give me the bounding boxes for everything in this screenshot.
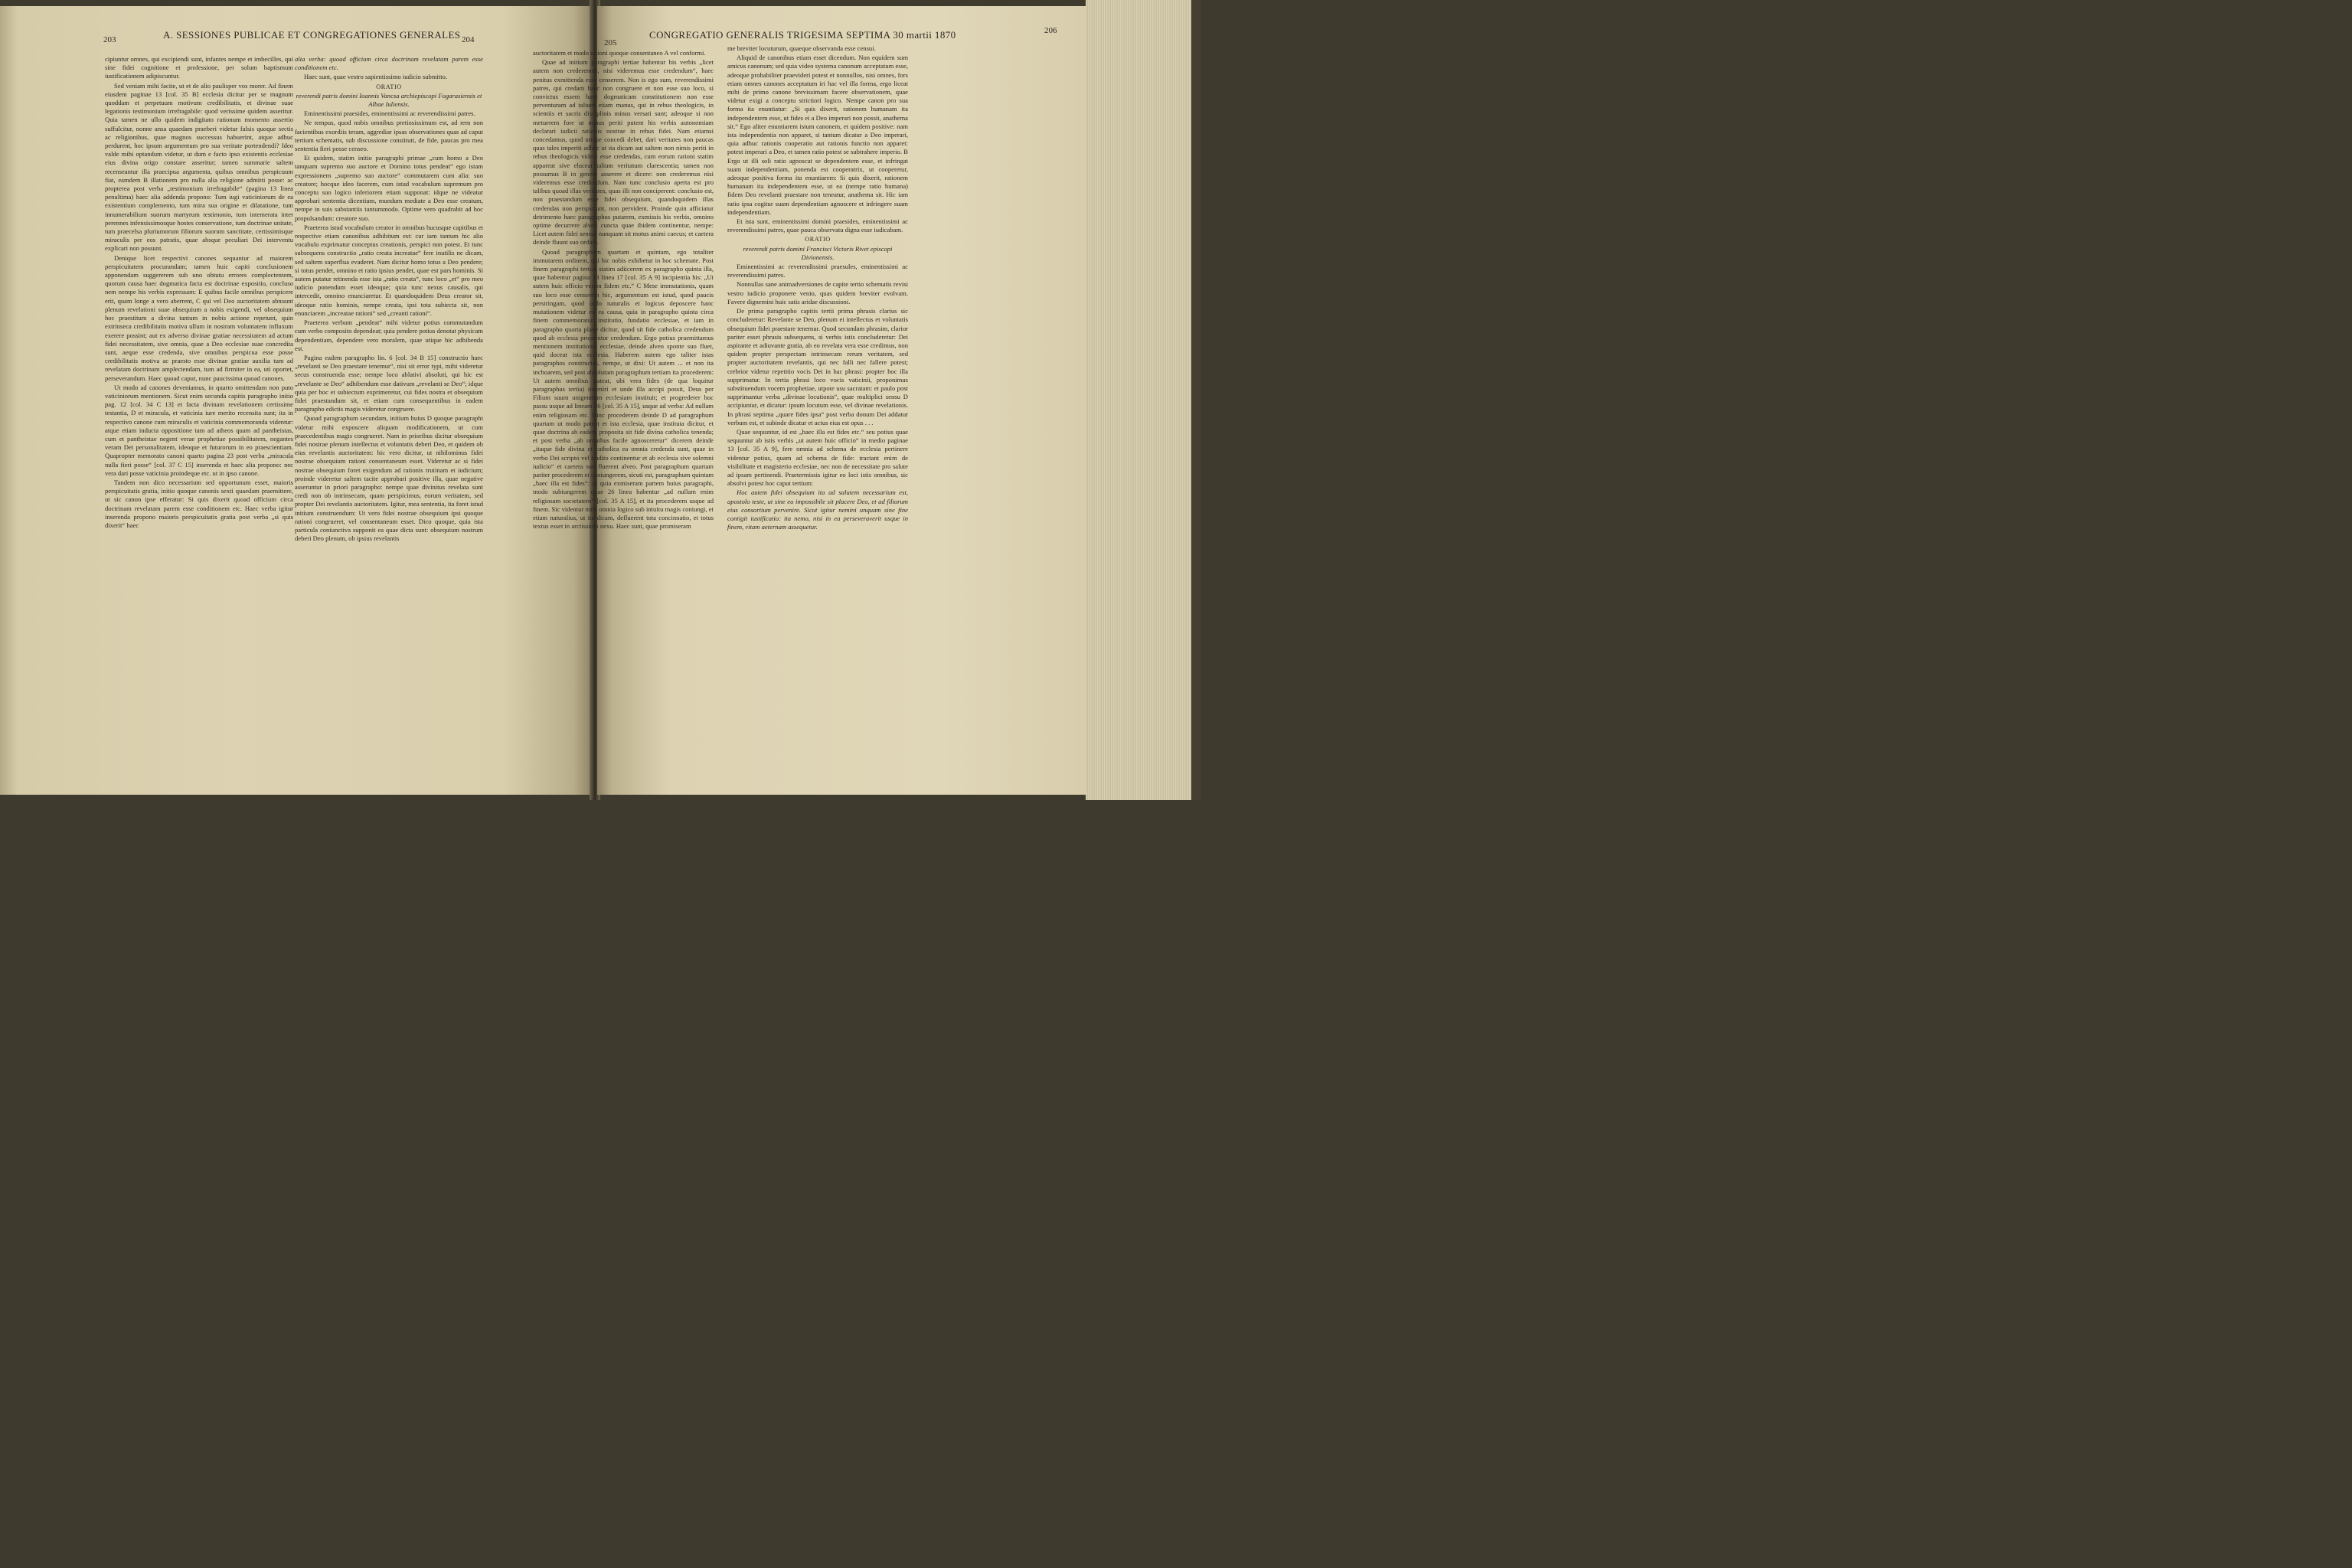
paragraph: Denique licet respectivi canones sequantur ad maiorem perspicuitatem procurandam; tamen huic capiti conclusionem apponendam suggererem sub uno obtutu errores complectentem, quorum causa haec dogmatica facta est doctrinae expositio, concluso nem nempe his verbis expressam: E quibus facile omnibus perspicere erit, quam longe a vero aberrent, C qui vel Deo auctoritatem abnuunt plenum revelationi suae obsequium a nobis exigendi, vel obsequium hoc praestitum a divina tantum in nobis actione repetunt, quin extrinseca credibilitatis motiva ullum in nostram voluntatem influxum exerere possint; aut ex adverso divinae gratiae necessitatem ad actum fidei necessitatem, sive omnia, quae a Deo ecclesiae suae concredita sunt, aeque esse credenda, sive omnibus perspicua esse posse credibilitatis motiva ac praesto esse divinae gratiae auxilia tum ad revelatam doctrinam amplectendam, tum ad firmiter in ea, uti oportet, perseverandum. Haec quoad caput, nunc paucissima quoad canones. xyxy=(105,253,293,382)
paragraph: Quoad paragraphum quartam et quintam, ego totaliter immutarem ordinem, qui hic nobis exhibetur in hoc schemate. Post finem paragraphi tertiae statim adiicerem ex paragrapho quinta illa, quae habentur pagina 13 linea 17 [col. 35 A 9] incipientia his: „Ut autem huic officio veram fidem etc.“ C Mese immutationis, quam suo loco esse censerem hic, argumentum est istud, quod paucis perstringam, quod ordo naturalis et logicus deposcere hanc mutationem videtur ex ea causa, quia in paragrapho quinta circa finem commemoratur institutio, fundatio ecclesiae, et iam in paragrapho quarta plane dicitur, quod sit fide catholica credendum quod ab ecclesia proponitur credendum. Ergo potius praemittamus mentionem institutionis ecclesiae, deinde alveo sponte suo fluet, quid doceat ista ecclesia. Haberem autem ego taliter istas paragraphos constructas, nempe, ut dixi: Ut autem ... et non ita inchoarem, sed post absolutam paragraphum tertiam ita procederem: Ut autem omnibus pateat, ubi vera fides (de qua loquitur paragraphus tertia) inveniri et unde illa accipi possit, Deus per Filium suum unigenitum ecclesiam instituit; et progrederer hoc passu usque ad lineam 26 [col. 35 A 15], usque ad verba: Ad nullam enim religiosam etc. Hinc procederem deinde D ad paragraphum quartam ut modo pateat et ista ecclesia, quae instituta dicitur, et quae doctrina ab eadem proposita sit fide divina catholica tenenda; et post verba „ab omnibus facile agnosceretur“ dicerem deinde „itaque fide divina et catholica ea omnia credenda sunt, quae in verbo Dei scripto vel tradito continentur et ab ecclesia sive solemni iudicio“ et caetera suo fluerent alveo. Post paragraphum quartam pariter procederem et coniungerem, sicuti est, paragraphum quintam „haec illa est fides“: et quia exmiseram partem huius paragraphi, modo subiungerem quae 26 linea habentur „ad nullam enim religiosam societatem“ [col. 35 A 15], et ita procederem usque ad finem. Sic videntur mihi omnia logico sub intuitu magis coniungi, et etiam naturalius, ut ita dicam, defluerent tota concinnatio, et totus textus esset in arctissimo nexu. Haec sunt, quae promiseram xyxy=(533,247,714,531)
paragraph: Quae ad initium paragraphi tertiae habentur his verbis „licet autem non crederemus, nisi videremus esse credendum“, haec penitus exmittenda esse censerem. Non is ego sum, reverendissimi patres, qui credam haec non congruere et non esse suo loco, si convictus essem hanc dogmaticam constitutionem non esse perventuram ad talium etiam manus, qui in rebus theologicis, in scientiis et sacris disciplinis minus versati sunt; adeoque si non metuerem fore ut minus periti putent his verbis autonomiam declarari iudicii rationis nostrae in rebus fidei. Nam etiamsi concedamus, quod utique concedi debet, dari veritates non paucas quas tales imperiti adhuc ut ita dicam aut saltem non nimis periti in rebus theologicis vident esse credendas, cum eorum rationi statim appareat sive eluceat talium veritatum clarescentia; tamen non possumus B in genere asserere et dicere: non crederemus nisi videremus esse credendum. Nam tunc conclusio aperta est pro talibus quoad illas veritates, quas illi non conciperent: conclusio est, non praestandum esse fidei obsequium, quandoquidem illas credendas non perspiciunt, non pervident. Proinde quin afficiatur detrimento haec paragraphus putarem, exmissis his verbis, omnino optime decurrere alveo cuncta quae ibidem continentur, nempe: Licet autem fidei sensus nunquam sit motus animi caecus; et caetera deinde fluunt suo ordine. xyxy=(533,58,714,247)
left-page xyxy=(0,6,591,795)
right-running-header: CONGREGATIO GENERALIS TRIGESIMA SEPTIMA 30 martii 1870 xyxy=(649,29,956,41)
right-page-column-b xyxy=(727,44,908,532)
left-running-header: A. SESSIONES PUBLICAE ET CONGREGATIONES GENERALES xyxy=(163,29,461,41)
paragraph: Tandem non dico necessarium sed opportunum esset, maioris perspicuitatis gratia, initio quoque canonis sexti quaedam praemittere, ut sic canon ipse efferatur: Si quis dixerit quoad officium circa doctrinam revelatam parem esse conditionem etc. Haec verba igitur inserenda propono maioris perspicuitatis gratia post verba „si quis dixerit“ haec xyxy=(105,478,293,529)
paragraph: Nonnullas sane animadversiones de capite tertio schematis revisi vestro iudicio proponere venio, quas quidem breviter evolvam. Favere dignemini huic satis aridae discussioni. xyxy=(727,280,908,305)
oratio-subtitle: reverendi patris domini Ioannis Vancsa archiepiscopi Fogarasiensis et Albae Iuliensis. xyxy=(296,91,482,109)
paragraph: Quae sequuntur, id est „haec illa est fides etc.“ seu potius quae sequuntur ab istis verbis „ut autem huic officio“ in medio paginae 13 [col. 35 A 9], fere omnia ad schema de ecclesia pertinere videntur potius, quam ad schema de fide: tractant enim de visibilitate et magisterio ecclesiae, nec non de necessitate pro salute ad ipsam pertinendi. Praetermissis igitur eo loci istis omnibus, sic absolvi potest hoc caput tertium: xyxy=(727,427,908,488)
left-page-column-a xyxy=(105,55,293,531)
book-spread xyxy=(0,0,1200,800)
paragraph: Pagina eadem paragrapho lin. 6 [col. 34 B 15] constructio haec „revelanti se Deo praestare tenemur“, nisi sit error typi, mihi videretur secus construenda esse; nempe loco ablativi absoluti, qui hic est „revelante se Deo“ adhibendum esse dativum „revelanti se Deo“; idque quia per hoc et subiectum exprimeretur, cui fides nostra et obsequium fidei praestandum sit, et etiam cum consequentibus in eadem paragrapho edictis magis videretur congruere. xyxy=(295,353,483,413)
paragraph: Praeterea verbum „pendeat“ mihi videtur potius commutandum cum verbo composito dependeat; quia pendere potius denotat physicam dependentiam, dependere vero moralem, quae utique hic adhibenda est. xyxy=(295,318,483,352)
page-number-204: 204 xyxy=(462,35,475,44)
right-page-column-a xyxy=(533,49,714,531)
paragraph: Eminentissimi ac reverendissimi praesules, eminentissimi ac reverendissimi patres. xyxy=(727,263,908,279)
left-page-column-b xyxy=(295,55,483,544)
paragraph: Et ista sunt, eminentissimi domini praesides, eminentissimi ac reverendissimi patres, quae pauca observatu digna esse iudicabam. xyxy=(727,217,908,234)
paragraph: Hoc autem fidei obsequium ita ad salutem necessarium est, apostolo teste, ut sine eo impossibile sit placere Deo, et ad filiorum eius consortium pervenire. Sicut igitur nemini unquam sine fine contigit iustificatio: ita nemo, nisi in ea perseveraverit usque in finem, vitam aeternam assequetur. xyxy=(727,488,908,531)
paragraph: Quoad paragraphum secundam, initium huius D quoque paragraphi videtur mihi exposcere aliquam modificationem, ut cum praecedentibus magis congrueret. Nam in prioribus dicitur obsequium fidei nostrae plenum intellectus et voluntatis deberi Deo, et quidem ob eius revelantis auctoritatem: hic vero dicitur, ut nihilominus fidei nostrae obsequium rationi consentaneum esset. Videretur ac si fidei nostrae obsequium foret exigendum ad rationis trutinam et iudicium; proinde videretur saltem tacite approbari positive illa, quae negative asseruntur in priori paragrapho: nempe quae divinitus revelata sunt credi non ob intrinsecam, quam perspicimus, eorum veritatem, sed propter Dei revelantis auctoritatem. Igitur, mea sententia, ita foret istud initium construendum: Ut vero fidei nostrae obsequium ipsi quoque rationi congrueret, vel consentaneum esset. Dico quoque, quia ista particula coniunctiva supponit ea quae dicta sunt: obsequium nostrum deberi Deo plenum, ob ipsius revelantis xyxy=(295,414,483,543)
paragraph: De prima paragrapho capitis tertii prima phrasis clarius sic concluderetur: Revelante se Deo, plenum ei intellectus et voluntatis obsequium fidei praestare tenemur. Quod secundam phrasim, clarior pariter esset phrasis subsequens, si verbis istis concluderetur: Dei aspirante et adiuvante gratia, ab eo revelata vera esse credimus, non quidem propter perspectam intrinsecam rerum veritatem, sed propter auctoritatem revelantis, qui nec falli nec fallere potest; crebrior videtur repetitio vocis Dei in hac phrasi: propter hoc illa supprimatur. In tertia phrasi loco vocis vaticinii, proponimus substituendum vocem prophetiae, utpote usu sacratam: et paulo post supprimantur verba „divinae locutionis“, quae multiplici sensu D accipiuntur, et dicatur: ipsum locutum esse, vel divinae revelationis. In phrasi septima „quare fides ipsa“ post verba donum Dei addatur verbum est, et subinde dicatur et actus eius est opus . . . xyxy=(727,307,908,426)
paragraph: auctoritatem et modo rationi quoque consentaneo A vel conformi. xyxy=(533,49,706,57)
page-number-206: 206 xyxy=(1044,26,1057,35)
paragraph: cipiuntur omnes, qui excipiendi sunt, infantes nempe et imbecilles, qui sine fidei cognitione et professione, per solum baptismum iustificationem adipiscuntur. xyxy=(105,55,293,80)
paragraph: Et quidem, statim initio paragraphi primae „cum homo a Deo tanquam supremo suo auctore et Domino totus pendeat“ ego istam expressionem „supremo suo auctore“ commutarem cum alia: suo creatore; hocque ideo facerem, cum istud vocabulum supremum pro conceptu suo logico inferiorem etiam supponat: idque ne videatur approbari sententia dicentium, mundum mediate a Deo esse creatum, nempe in suis substantiis tantummodo. Optime vero quadrabit ad hoc propulsandum: creatore suo. xyxy=(295,154,483,222)
paragraph: Eminentissimi praesides, eminentissimi ac reverendissimi patres. xyxy=(304,109,475,118)
paragraph: Sed veniam mihi facite, ut et de alio paulisper vos morer. Ad finem eiusdem paginae 13 [col. 35 B] ecclesia dicitur per se magnum quoddam et perpetuum motivum credibilitatis, et divinae suae legationis testimonium irrefragabile: quod verissime quidem asseritur. Quia tamen ne ullo quidem indigitato rationum momento assertio suffulcitur, nonne ansa quaedam praeberi videtur falsis quoque sectis ac religionibus, quae magnos successus habuerint, atque adhuc perdurent, hoc ipsum argumentum pro sua veritate portendendi? Ideo valde mihi optandum videtur, ut dum e facto ipso existentis ecclesiae eius divina origo constare asseritur; tamen summarie saltem recenseantur illa praecipua argumenta, quibus omnibus perspicuum fiat, eamdem B illationem pro nulla alia religione admitti posse: ac propterea post verba „testimonium irrefragabile“ (pagina 13 linea penultima) haec alia addenda propono: Tum iugi vaticiniorum de ea existentium complemento, tum mira sua origine et dilatatione, tum innumerabilium suorum martyrum testimonio, tum intemerata inter perennes infensissimosque hostes conservatione, tum doctrinae unitate, tum praecelsa pluriumorum filiorum suorum sanctitate, certissimisque miraculis per eos patratis, quae absque peculiari Dei interventu explicari non possunt. xyxy=(105,81,293,253)
paragraph: alia verba: quoad officium circa doctrinam revelatam parem esse conditionem etc. xyxy=(295,55,483,72)
oratio-subtitle: reverendi patris domini Francisci Victoris Rivet episcopi Divionensis. xyxy=(743,244,893,261)
paragraph: Haec sunt, quae vestro sapientissimo iudicio submitto. xyxy=(304,73,448,81)
paragraph: Praeterea istud vocabulum creator in omnibus hucusque capitibus et respective etiam canonibus adhibitum est: cur iam tantum hic alio vocabulo exprimatur conceptus creationis, perspici non potest. Et tunc subsequens constructio „ratio creata increatae“ fere inutilis ne dicam, sed saltem superflua evaderet. Nam dicitur homo totus a Deo pendere; si totus pendet, omnino et ratio ipsius pendet, quae est pars hominis. Si autem putatur retinenda esse ista „ratio creata“, tunc loco „et“ pro meo iudicio ponendum esset ideoque; quia tunc nexus causalis, qui intercedit, omnino enunciaretur. Et quandoquidem Deus creator sit, ideoque ratio hominis, nempe creata, ipsi tota subiecta sit, non enunciarem „increatae rationi“ sed „creanti rationi“. xyxy=(295,223,483,317)
oratio-heading: ORATIO xyxy=(805,236,831,243)
paragraph: Ut modo ad canones deveniamus, in quarto omittendam non puto vaticiniorum mentionem. Sicut enim secunda capitis paragrapho initio pag. 12 [col. 34 C 13] et facta divinam revelationem certissime testantia, D et miracula, et vaticinia iure merito recensita sunt; ita in respectivo canone cum miraculis et vaticinia commemoranda videntur: atque etiam inducta oppositione tam ad atheos quam ad pantheistas, cum et pantheistae negent verae prophetiae possibilitatem, negantes veram Dei personalitatem, ideoque et futurorum in eo praescientiam. Quapropter memorato canoni quarto pagina 23 post verba „miracula nulla fieri posse“ [col. 37 C 15] inserenda et haec alia propono: nec vera dari posse vaticinia proindeque etc. ut in ipso canone. xyxy=(105,383,293,477)
paragraph: Aliquid de canonibus etiam esset dicendum. Non equidem sum amicus canonum; sed quia video systema canonum acceptatum esse, adeoque probabiliter praevideri potest et nonnullos, nisi omnes, fors etiam omnes canones acceptatum iri hac vel illa forma, ergo liceat mihi de primo canone brevissimam facere observationem, quae videtur exigi a conceptu strictiori logico. Nempe canon pro sua forma ita enuntiatur: „Si quis dixerit, rationem humanam ita independentem esse, ut fides ei a Deo imperari non possit, anathema sit.“ Ego aliter enuntiarem istum canonem, et quidem positive: nam ista independentia non apparet, si tantum dicatur a Deo imperari, quia adhuc rationis cooperatio aut rationis functio non apparet: potest imperari a Deo, et tamen ratio potest se subtrahere imperio. B Ergo ut illi soli ratio agnoscat se dependentem esse, et infringat suam independentiam, ponenda est cooperatrix, ut cooperetur, adeoque positiva forma ita enuntiarem: Si quis dixerit, rationem humanam ita independentem esse, ut ea (nempe ratio humana) fidem Deo revelanti praestare non teneatur, anathema sit. Hic iam ratio ipsa cogitur suam dependentiam agnoscere et infringere suam independentiam. xyxy=(727,54,908,216)
paragraph: me breviter locuturum, quaeque observanda esse censui. xyxy=(727,44,876,52)
paragraph: Ne tempus, quod nobis omnibus pretiosissimum est, ad rem non facientibus exordiis teram, aggrediar ipsas observationes quas ad caput tertium schematis, sub discussione constituti, de fide, paucas pro mea sententia fieri posse censeo. xyxy=(295,119,483,153)
page-number-205: 205 xyxy=(604,38,617,47)
page-number-203: 203 xyxy=(103,35,116,44)
page-edges xyxy=(1086,0,1200,800)
oratio-heading: ORATIO xyxy=(376,83,402,90)
